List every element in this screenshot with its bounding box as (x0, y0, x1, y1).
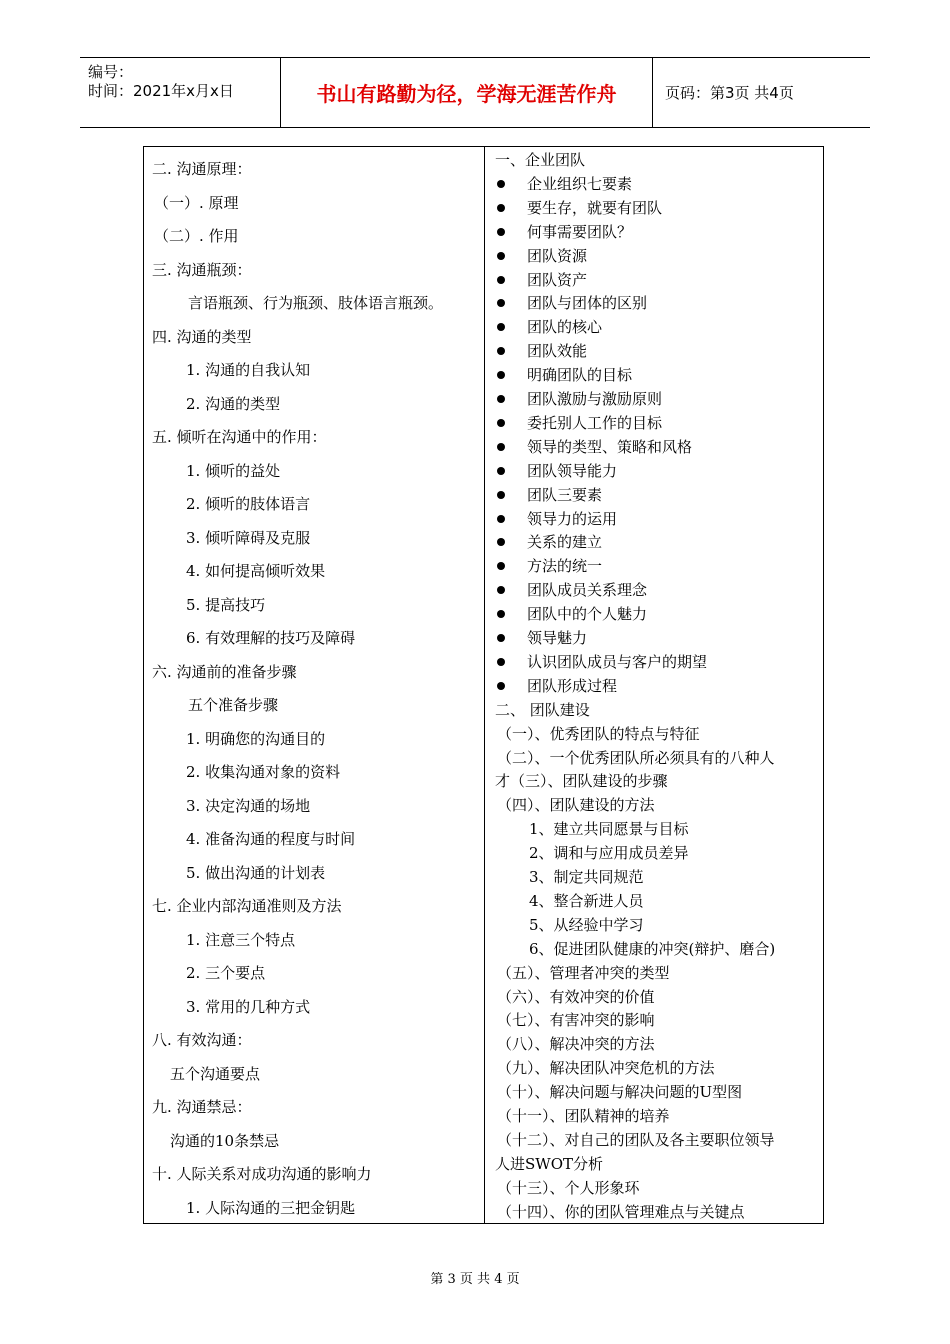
page-info: 页码：第3页 共4页 (665, 84, 794, 102)
right-list-item: 5、从经验中学习 (529, 915, 644, 934)
bullet-item (497, 437, 692, 457)
left-list-item: 2. 三个要点 (186, 964, 266, 982)
bullet-dot-icon (497, 252, 505, 260)
bullet-text: 明确团队的目标 (527, 366, 633, 385)
bullet-dot-icon (497, 204, 505, 212)
right-list-item: 2、调和与应用成员差异 (529, 844, 689, 863)
bullet-text: 团队激励与激励原则 (527, 390, 663, 408)
date-label: 时间：2021年x月x日 (88, 82, 234, 100)
left-list-item: 6. 有效理解的技巧及障碍 (186, 629, 356, 647)
bullet-item (497, 556, 602, 576)
section-heading: 一、企业团队 (495, 151, 586, 169)
left-list-item: 4. 如何提高倾听效果 (186, 562, 326, 580)
bullet-item (497, 413, 662, 433)
right-list-item: 才（三）、团队建设的步骤 (495, 772, 668, 791)
bullet-dot-icon (497, 180, 505, 188)
right-list-item: （八）、解决冲突的方法 (497, 1035, 655, 1054)
right-list-item: （十三）、个人形象环 (497, 1178, 640, 1197)
left-list-item: 3. 倾听障碍及克服 (186, 528, 311, 547)
bullet-item (497, 389, 662, 409)
bullet-dot-icon (497, 299, 505, 307)
bullet-dot-icon (497, 228, 505, 236)
left-list-item: 3. 常用的几种方式 (186, 997, 311, 1016)
bullet-item (497, 365, 632, 385)
bullet-text: 团队形成过程 (527, 676, 618, 695)
right-list-item: （七）、有害冲突的影响 (497, 1011, 655, 1030)
bullet-item (497, 676, 617, 696)
left-list-item: 2. 收集沟通对象的资料 (186, 763, 341, 781)
right-list-item: 1、建立共同愿景与目标 (529, 820, 689, 839)
right-list-item: （一）、优秀团队的特点与特征 (497, 724, 700, 743)
bullet-dot-icon (497, 395, 505, 403)
right-list-item: （十一）、团队精神的培养 (497, 1107, 670, 1125)
bullet-text: 关系的建立 (527, 533, 603, 552)
bullet-dot-icon (497, 323, 505, 331)
bullet-text: 团队与团体的区别 (527, 294, 648, 313)
left-list-item: 二. 沟通原理： (152, 160, 252, 178)
bullet-item (497, 580, 647, 600)
right-list-item: （十二）、对自己的团队及各主要职位领导 (497, 1130, 775, 1149)
left-list-item: 五个沟通要点 (170, 1064, 261, 1083)
bullet-text: 团队成员关系理念 (527, 581, 648, 600)
bullet-dot-icon (497, 538, 505, 546)
bullet-text: 领导的类型、策略和风格 (527, 437, 693, 456)
left-list-item: 3. 决定沟通的场地 (186, 796, 311, 815)
bullet-text: 团队的核心 (527, 318, 603, 337)
right-list-item: （五）、管理者冲突的类型 (497, 963, 670, 982)
left-list-item: 5. 做出沟通的计划表 (186, 863, 326, 882)
right-list-item: 二、 团队建设 (495, 700, 590, 719)
bullet-text: 领导力的运用 (527, 509, 618, 528)
bullet-dot-icon (497, 467, 505, 475)
bullet-text: 要生存，就要有团队 (527, 198, 663, 217)
right-list-item: （十四）、你的团队管理难点与关键点 (497, 1202, 745, 1221)
bullet-dot-icon (497, 658, 505, 666)
left-list-item: 1. 沟通的自我认知 (186, 361, 311, 379)
left-list-item: 四. 沟通的类型 (152, 327, 252, 346)
bullet-dot-icon (497, 276, 505, 284)
left-list-item: 4. 准备沟通的程度与时间 (186, 830, 356, 848)
left-list-item: 三. 沟通瓶颈： (152, 260, 252, 279)
bullet-dot-icon (497, 562, 505, 570)
right-list-item: （四）、团队建设的方法 (497, 796, 655, 815)
bullet-item (497, 604, 647, 624)
content-table (143, 146, 824, 1224)
left-list-item: 十. 人际关系对成功沟通的影响力 (152, 1165, 372, 1183)
bullet-item (497, 532, 602, 552)
right-list-item: 3、制定共同规范 (529, 868, 644, 886)
bullet-item (497, 198, 662, 218)
right-list-item: 4、整合新进人员 (529, 891, 644, 910)
bullet-text: 团队三要素 (527, 485, 603, 504)
bullet-text: 团队资产 (527, 270, 588, 289)
number-label: 编号： (88, 63, 134, 81)
right-list-item: （二）、一个优秀团队所必须具有的八种人 (497, 748, 775, 767)
bullet-dot-icon (497, 443, 505, 451)
bullet-dot-icon (497, 634, 505, 642)
left-list-item: 1. 注意三个特点 (186, 930, 296, 949)
bullet-dot-icon (497, 515, 505, 523)
bullet-item (497, 270, 587, 290)
bullet-text: 领导魅力 (527, 629, 588, 647)
motto-title: 书山有路勤为径，学海无涯苦作舟 (281, 58, 653, 127)
bullet-dot-icon (497, 419, 505, 427)
bullet-item (497, 246, 587, 266)
page-footer: 第 3 页 共 4 页 (430, 1272, 520, 1287)
right-list-item: 人进SWOT分析 (495, 1154, 603, 1173)
left-list-item: 1. 倾听的益处 (186, 461, 281, 480)
bullet-item (497, 222, 632, 242)
right-list-item: （六）、有效冲突的价值 (497, 987, 655, 1006)
left-list-item: （二）. 作用 (154, 227, 239, 245)
right-list-item: 6、促进团队健康的冲突(辩护、磨合) (529, 939, 776, 958)
left-list-item: 七. 企业内部沟通准则及方法 (152, 897, 342, 915)
bullet-item (497, 485, 602, 505)
left-list-item: 2. 沟通的类型 (186, 394, 281, 413)
left-list-item: 1. 明确您的沟通目的 (186, 729, 326, 748)
column-divider (484, 147, 485, 1223)
left-list-item: 五. 倾听在沟通中的作用： (152, 428, 327, 446)
left-list-item: 1. 人际沟通的三把金钥匙 (186, 1198, 356, 1217)
bullet-text: 委托别人工作的目标 (527, 413, 663, 432)
bullet-text: 何事需要团队？ (527, 222, 633, 241)
bullet-dot-icon (497, 682, 505, 690)
left-list-item: 2. 倾听的肢体语言 (186, 495, 311, 513)
left-list-item: 5. 提高技巧 (186, 595, 266, 614)
right-list-item: （九）、解决团队冲突危机的方法 (497, 1059, 715, 1078)
left-list-item: 六. 沟通前的准备步骤 (152, 662, 297, 681)
right-list-item: （十）、解决问题与解决问题的U型图 (497, 1083, 743, 1102)
bullet-text: 团队资源 (527, 246, 588, 265)
left-list-item: 九. 沟通禁忌： (152, 1098, 252, 1116)
bullet-item (497, 174, 632, 194)
bullet-text: 企业组织七要素 (527, 174, 633, 193)
bullet-dot-icon (497, 586, 505, 594)
bullet-text: 方法的统一 (527, 557, 603, 576)
bullet-dot-icon (497, 610, 505, 618)
left-list-item: 言语瓶颈、行为瓶颈、肢体语言瓶颈。 (188, 294, 444, 312)
bullet-item (497, 461, 617, 481)
bullet-text: 团队领导能力 (527, 461, 618, 480)
header-meta (80, 58, 281, 127)
left-list-item: （一）. 原理 (154, 193, 239, 212)
bullet-item (497, 293, 647, 313)
bullet-item (497, 628, 587, 648)
bullet-text: 团队中的个人魅力 (527, 605, 648, 624)
left-list-item: 五个准备步骤 (188, 696, 279, 714)
bullet-item (497, 509, 617, 529)
bullet-dot-icon (497, 347, 505, 355)
bullet-dot-icon (497, 491, 505, 499)
bullet-item (497, 317, 602, 337)
bullet-text: 团队效能 (527, 342, 588, 361)
left-list-item: 沟通的10条禁忌 (170, 1131, 280, 1150)
bullet-text: 认识团队成员与客户的期望 (527, 652, 708, 671)
bullet-item (497, 652, 707, 672)
left-list-item: 八. 有效沟通： (152, 1031, 252, 1049)
bullet-dot-icon (497, 371, 505, 379)
document-header (80, 57, 870, 128)
bullet-item (497, 341, 587, 361)
